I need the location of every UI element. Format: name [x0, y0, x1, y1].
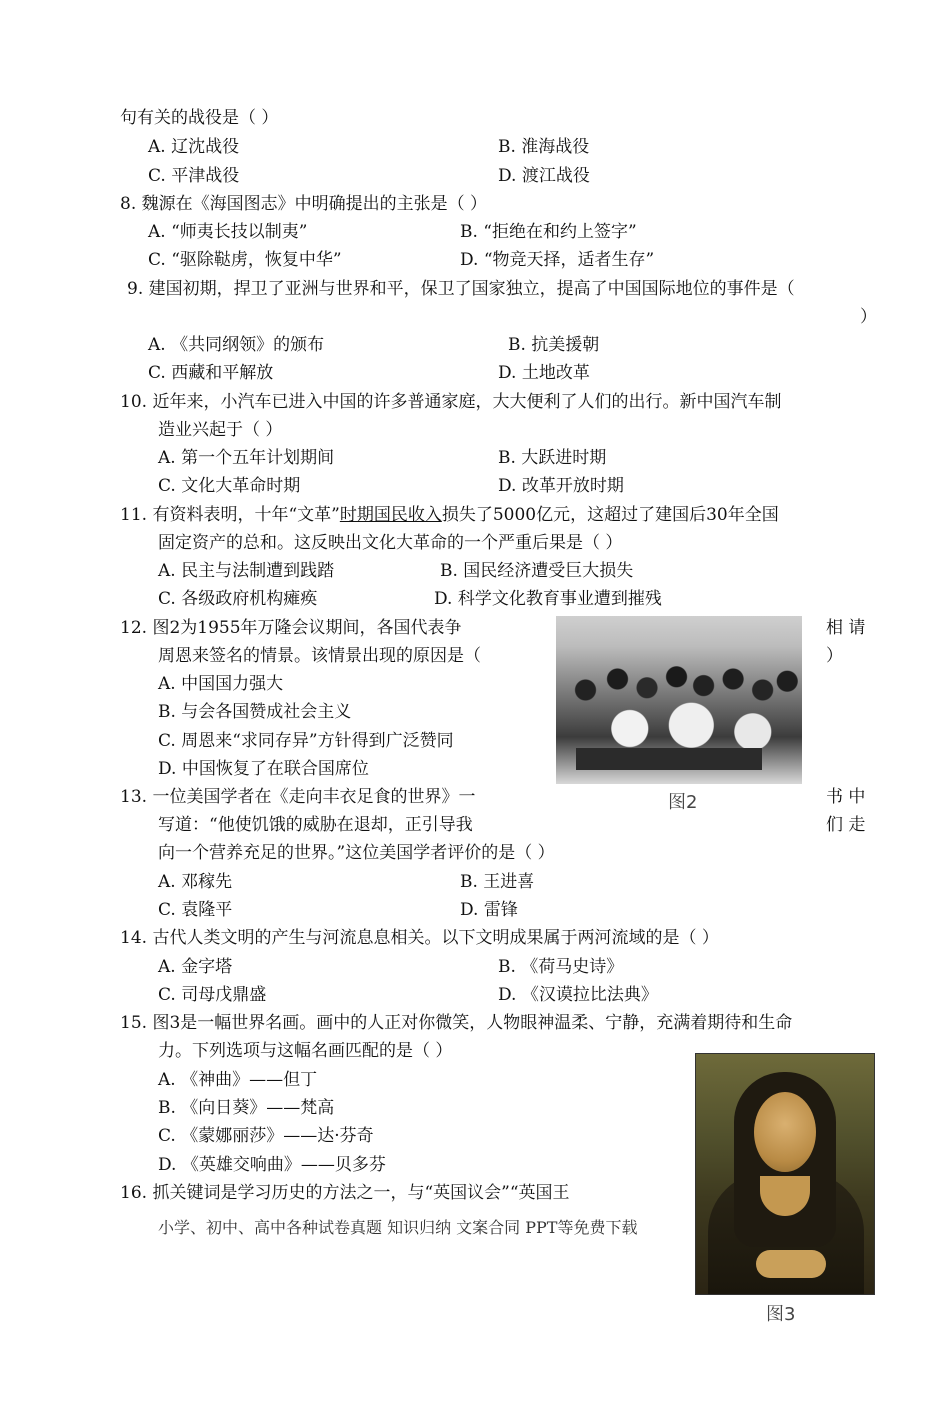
q12-stem-line2: 周恩来签名的情景。该情景出现的原因是（ [158, 646, 481, 666]
q9-stem-close: ） [860, 307, 877, 327]
q13-stem-line2: 写道：“他使饥饿的威胁在退却，正引导我 [158, 815, 473, 835]
figure-2-caption: 图2 [668, 792, 698, 813]
q10-stem-line2: 造业兴起于（ ） [158, 420, 283, 440]
q14-option-a: A. 金字塔 [158, 957, 233, 977]
q16-stem: 16. 抓关键词是学习历史的方法之一，与“英国议会”“英国王 [120, 1183, 570, 1203]
q13-option-d: D. 雷锋 [460, 900, 518, 920]
q12-option-d: D. 中国恢复了在联合国席位 [158, 759, 369, 779]
q11-stem-line2: 固定资产的总和。这反映出文化大革命的一个严重后果是（ ） [158, 533, 623, 553]
q9-option-d: D. 土地改革 [498, 363, 590, 383]
q9-option-a: A. 《共同纲领》的颁布 [148, 335, 325, 355]
q9-option-c: C. 西藏和平解放 [148, 363, 274, 383]
q12-stem-line2-right: ） [826, 646, 843, 666]
q13-option-b: B. 王进喜 [460, 872, 535, 892]
q11-option-b: B. 国民经济遭受巨大损失 [440, 561, 634, 581]
q7-option-b: B. 淮海战役 [498, 137, 590, 157]
q11-option-c: C. 各级政府机构瘫痪 [158, 589, 318, 609]
q8-option-b: B. “拒绝在和约上签字” [460, 222, 637, 242]
q12-stem-line1-right: 相 请 [826, 618, 866, 638]
q11-stem-part2: 损失了5000亿元，这超过了建国后30年全国 [441, 505, 779, 525]
q13-stem-line3: 向一个营养充足的世界。”这位美国学者评价的是（ ） [158, 843, 555, 863]
q15-option-b: B. 《向日葵》——梵高 [158, 1098, 335, 1118]
photo-crowd [556, 646, 802, 756]
q10-option-a: A. 第一个五年计划期间 [158, 448, 335, 468]
bandung-conference-photo [556, 616, 802, 784]
q9-stem: 9. 建国初期，捍卫了亚洲与世界和平，保卫了国家独立，提高了中国国际地位的事件是（ [127, 279, 795, 299]
q9-option-b: B. 抗美援朝 [508, 335, 600, 355]
q8-option-a: A. “师夷长技以制夷” [148, 222, 308, 242]
q13-stem-line1-right: 书 中 [826, 787, 866, 807]
figure-3-caption: 图3 [766, 1304, 796, 1325]
q12-option-a: A. 中国国力强大 [158, 674, 284, 694]
q7-option-a: A. 辽沈战役 [148, 137, 240, 157]
q15-stem-line2: 力。下列选项与这幅名画匹配的是（ ） [158, 1041, 453, 1061]
q8-stem: 8. 魏源在《海国图志》中明确提出的主张是（ ） [120, 194, 488, 214]
footer-watermark-text: 小学、初中、高中各种试卷真题 知识归纳 文案合同 PPT等免费下载 [158, 1218, 638, 1237]
q8-option-c: C. “驱除鞑虏，恢复中华” [148, 250, 342, 270]
q12-stem-line1: 12. 图2为1955年万隆会议期间，各国代表争 [120, 618, 462, 638]
mona-lisa-painting [695, 1053, 875, 1295]
q13-stem-line2-right: 们 走 [826, 815, 866, 835]
q14-option-c: C. 司母戊鼎盛 [158, 985, 267, 1005]
q10-option-b: B. 大跃进时期 [498, 448, 607, 468]
q15-option-d: D. 《英雄交响曲》——贝多芬 [158, 1155, 386, 1175]
q14-stem: 14. 古代人类文明的产生与河流息息相关。以下文明成果属于两河流域的是（ ） [120, 928, 719, 948]
q11-option-a: A. 民主与法制遭到践踏 [158, 561, 335, 581]
photo-table [576, 748, 762, 770]
q15-stem-line1: 15. 图3是一幅世界名画。画中的人正对你微笑，人物眼神温柔、宁静，充满着期待和生命 [120, 1013, 793, 1033]
q13-option-a: A. 邓稼先 [158, 872, 233, 892]
q13-option-c: C. 袁隆平 [158, 900, 233, 920]
q8-option-d: D. “物竞天择，适者生存” [460, 250, 655, 270]
q11-stem-line1 [120, 505, 779, 525]
q10-option-c: C. 文化大革命时期 [158, 476, 301, 496]
q11-option-d: D. 科学文化教育事业遭到摧残 [434, 589, 662, 609]
q10-stem-line1: 10. 近年来，小汽车已进入中国的许多普通家庭，大大便利了人们的出行。新中国汽车制 [120, 392, 782, 412]
q11-stem-underlined: 时期国民收入 [339, 505, 442, 525]
q11-stem-part1: 11. 有资料表明，十年“文革” [120, 505, 340, 525]
painting-hands [756, 1250, 826, 1278]
q12-option-b: B. 与会各国赞成社会主义 [158, 702, 352, 722]
q15-option-a: A. 《神曲》——但丁 [158, 1070, 318, 1090]
q10-option-d: D. 改革开放时期 [498, 476, 624, 496]
q7-stem-continuation: 句有关的战役是（ ） [120, 108, 279, 128]
q15-option-c: C. 《蒙娜丽莎》——达·芬奇 [158, 1126, 374, 1146]
q7-option-d: D. 渡江战役 [498, 166, 590, 186]
q14-option-d: D. 《汉谟拉比法典》 [498, 985, 658, 1005]
q13-stem-line1: 13. 一位美国学者在《走向丰衣足食的世界》一 [120, 787, 476, 807]
q14-option-b: B. 《荷马史诗》 [498, 957, 624, 977]
q7-option-c: C. 平津战役 [148, 166, 240, 186]
painting-face [754, 1092, 816, 1172]
q12-option-c: C. 周恩来“求同存异”方针得到广泛赞同 [158, 731, 454, 751]
